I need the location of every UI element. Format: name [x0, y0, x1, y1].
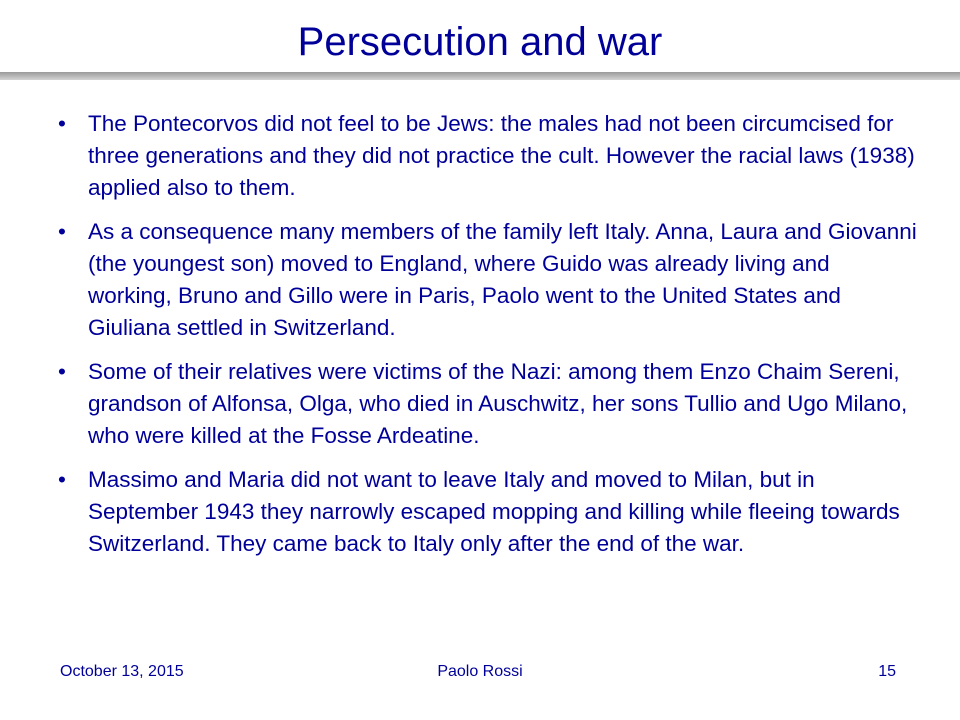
bullet-text: As a consequence many members of the family left Italy. Anna, Laura and Giovanni (the youngest son) moved to England, where Guido was already living and working, Bruno and Gillo were in Paris, Paolo went to the United States and Giuliana settled in Switzerland. [88, 219, 917, 340]
slide-title: Persecution and war [297, 20, 663, 64]
bullet-item [58, 464, 918, 560]
bullet-icon: • [58, 467, 66, 492]
bullet-text: Some of their relatives were victims of the Nazi: among them Enzo Chaim Sereni, grandson of Alfonsa, Olga, who died in Auschwitz, her sons Tullio and Ugo Milano, who were killed at the Fosse Ardeatine. [88, 359, 908, 448]
bullet-list [58, 108, 918, 572]
bullet-item [58, 216, 918, 344]
bullet-icon: • [58, 359, 66, 384]
footer-author: Paolo Rossi [437, 663, 523, 680]
bullet-item [58, 356, 918, 452]
title-divider [0, 72, 960, 80]
bullet-icon: • [58, 111, 66, 136]
footer-date: October 13, 2015 [60, 663, 184, 680]
bullet-icon: • [58, 219, 66, 244]
bullet-text: The Pontecorvos did not feel to be Jews: the males had not been circumcised for three generations and they did not practice the cult. However the racial laws (1938) applied also to them. [88, 111, 915, 200]
bullet-text: Massimo and Maria did not want to leave Italy and moved to Milan, but in September 1943 they narrowly escaped mopping and killing while fleeing towards Switzerland. They came back to Italy only after the end of the war. [88, 467, 900, 556]
footer-page-number: 15 [878, 663, 896, 680]
bullet-item [58, 108, 918, 204]
